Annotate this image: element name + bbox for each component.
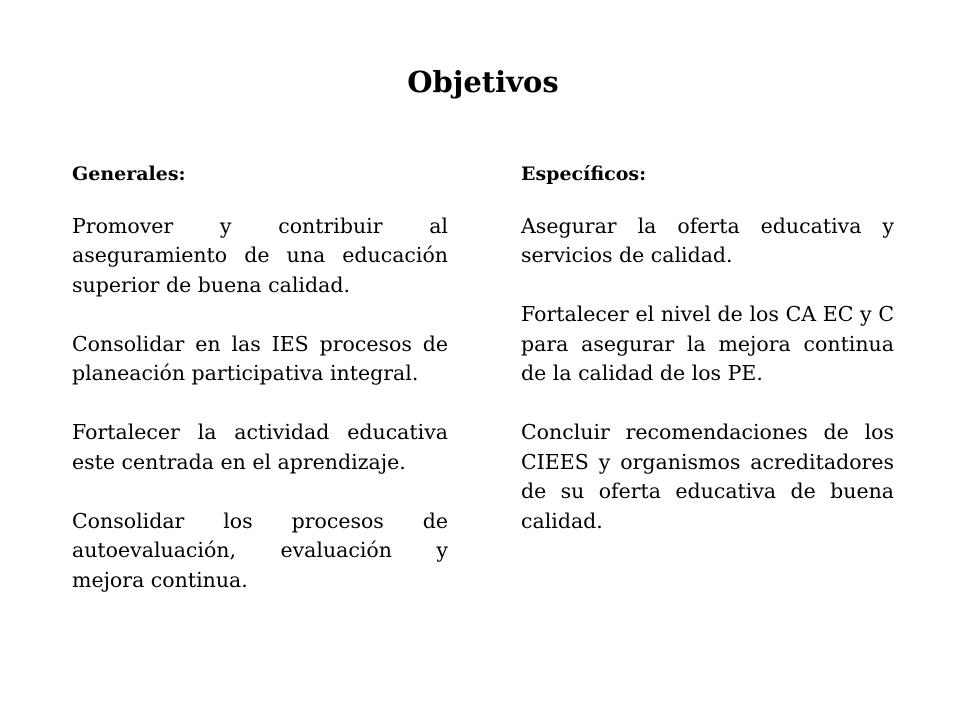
general-objective-2: Consolidar en las IES procesos de planeación participativa integral.: [72, 331, 448, 385]
specific-objective-3: Concluir recomendaciones de los CIEES y organismos acreditadores de su oferta educativa de buena calidad.: [521, 420, 894, 533]
generales-column: [72, 160, 448, 595]
general-objective-3: Fortalecer la actividad educativa este centrada en el aprendizaje.: [72, 420, 448, 474]
specific-objective-2: Fortalecer el nivel de los CA EC y C para asegurar la mejora continua de la calidad de los PE.: [521, 302, 894, 385]
general-objective-4: Consolidar los procesos de autoevaluación, evaluación y mejora continua.: [72, 508, 448, 592]
general-objective-1: Promover y contribuir al aseguramiento de una educación superior de buena calidad.: [72, 213, 448, 297]
especificos-heading: Específicos:: [521, 163, 647, 185]
especificos-column: [521, 160, 894, 536]
generales-heading: Generales:: [72, 163, 186, 185]
specific-objective-1: Asegurar la oferta educativa y servicios de calidad.: [521, 213, 894, 267]
slide-title: Objetivos: [407, 65, 559, 99]
